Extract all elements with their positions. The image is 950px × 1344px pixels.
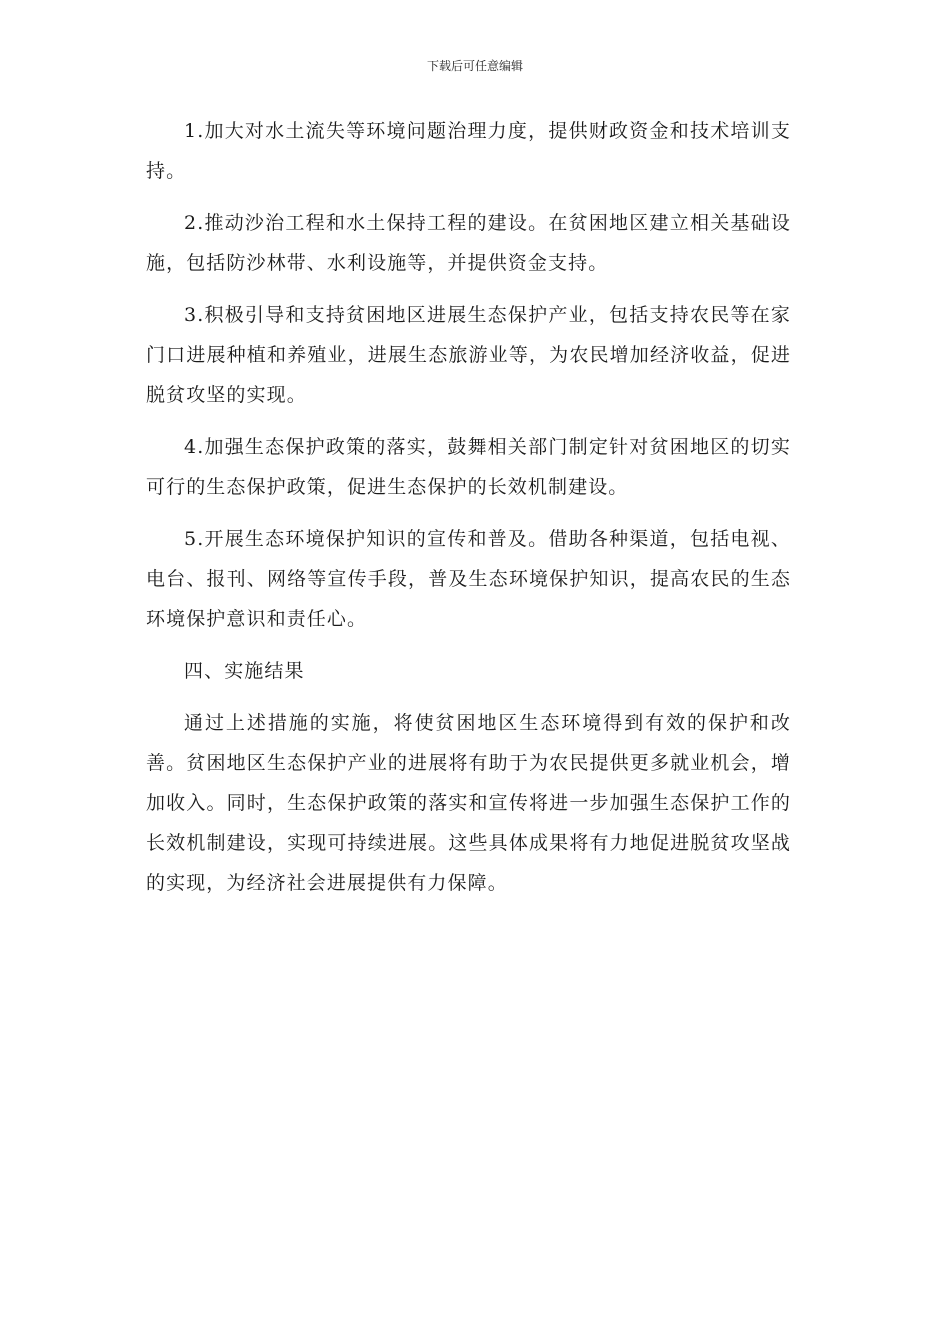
page-header: 下载后可任意编辑 <box>426 59 523 73</box>
section-heading: 四、实施结果 <box>184 660 305 682</box>
paragraph-measure-3: 3.积极引导和支持贫困地区进展生态保护产业，包括支持农民等在家门口进展种植和养殖业，进展生态旅游业等，为农民增加经济收益，促进脱贫攻坚的实现。 <box>146 304 791 406</box>
paragraph-measure-5: 5.开展生态环境保护知识的宣传和普及。借助各种渠道，包括电视、电台、报刊、网络等宣传手段，普及生态环境保护知识，提高农民的生态环境保护意识和责任心。 <box>146 528 791 630</box>
paragraph-results: 通过上述措施的实施，将使贫困地区生态环境得到有效的保护和改善。贫困地区生态保护产业的进展将有助于为农民提供更多就业机会，增加收入。同时，生态保护政策的落实和宣传将进一步加强生态保护工作的长效机制建设，实现可持续进展。这些具体成果将有力地促进脱贫攻坚战的实现，为经济社会进展提供有力保障。 <box>146 712 791 894</box>
paragraph-measure-4: 4.加强生态保护政策的落实，鼓舞相关部门制定针对贫困地区的切实可行的生态保护政策，促进生态保护的长效机制建设。 <box>146 436 791 498</box>
paragraph-measure-1: 1.加大对水土流失等环境问题治理力度，提供财政资金和技术培训支持。 <box>146 120 791 182</box>
paragraph-measure-2: 2.推动沙治工程和水土保持工程的建设。在贫困地区建立相关基础设施，包括防沙林带、水利设施等，并提供资金支持。 <box>146 212 791 274</box>
document-body <box>146 111 791 915</box>
